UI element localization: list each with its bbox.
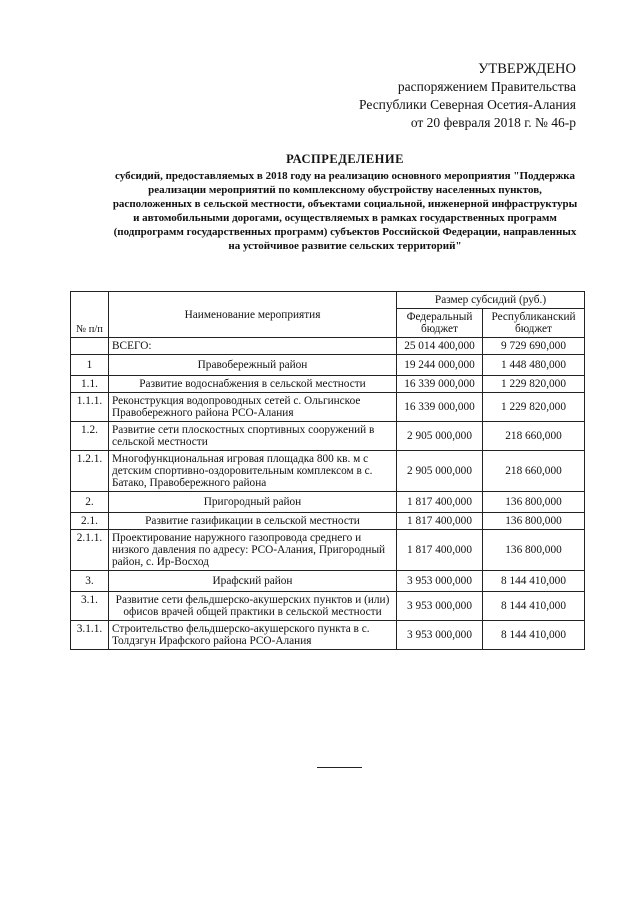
- row-federal: 2 905 000,000: [397, 422, 483, 451]
- row-name: Реконструкция водопроводных сетей с. Ольгинское Правобережного района РСО-Алания: [109, 393, 397, 422]
- table-header-row: [71, 292, 585, 309]
- header-federal: Федеральный бюджет: [397, 309, 483, 338]
- row-federal: 3 953 000,000: [397, 621, 483, 650]
- row-republic: 136 800,000: [483, 492, 585, 513]
- row-num: 1.1.: [71, 376, 109, 393]
- approval-date-line: от 20 февраля 2018 г. № 46-р: [410, 115, 576, 130]
- row-num: 1.1.1.: [71, 393, 109, 422]
- row-federal: 3 953 000,000: [397, 592, 483, 621]
- row-federal: 1 817 400,000: [397, 513, 483, 530]
- row-republic: 8 144 410,000: [483, 571, 585, 592]
- document-title-block: [110, 152, 580, 253]
- row-name: Развитие газификации в сельской местности: [109, 513, 397, 530]
- header-size: Размер субсидий (руб.): [397, 292, 585, 309]
- row-republic: 1 229 820,000: [483, 393, 585, 422]
- header-name: Наименование мероприятия: [109, 292, 397, 338]
- table-row: [71, 422, 585, 451]
- row-name: Правобережный район: [109, 355, 397, 376]
- table-row: [71, 571, 585, 592]
- table-row: [71, 393, 585, 422]
- row-republic: 136 800,000: [483, 530, 585, 571]
- signature-line: [317, 767, 362, 768]
- total-republic: 9 729 690,000: [483, 338, 585, 355]
- row-num: 1.2.1.: [71, 451, 109, 492]
- row-name: Строительство фельдшерско-акушерского пункта в с. Толдзгун Ирафского района РСО-Алания: [109, 621, 397, 650]
- row-federal: 1 817 400,000: [397, 530, 483, 571]
- row-name: Развитие сети фельдшерско-акушерских пунктов и (или) офисов врачей общей практики в сельской местности: [109, 592, 397, 621]
- row-federal: 19 244 000,000: [397, 355, 483, 376]
- approval-line-2: Республики Северная Осетия-Алания: [359, 97, 576, 112]
- table-row: [71, 513, 585, 530]
- row-num: 3.: [71, 571, 109, 592]
- table-total-row: [71, 338, 585, 355]
- approval-line-1: распоряжением Правительства: [397, 79, 576, 94]
- row-republic: 8 144 410,000: [483, 621, 585, 650]
- approval-heading: УТВЕРЖДЕНО: [478, 61, 576, 77]
- row-federal: 2 905 000,000: [397, 451, 483, 492]
- row-republic: 8 144 410,000: [483, 592, 585, 621]
- row-name: Ирафский район: [109, 571, 397, 592]
- document-heading: РАСПРЕДЕЛЕНИЕ: [286, 152, 404, 166]
- table-row: [71, 355, 585, 376]
- total-label: ВСЕГО:: [109, 338, 397, 355]
- row-republic: 1 448 480,000: [483, 355, 585, 376]
- row-name: Развитие водоснабжения в сельской местности: [109, 376, 397, 393]
- row-num: 3.1.: [71, 592, 109, 621]
- row-republic: 218 660,000: [483, 422, 585, 451]
- approval-block: [359, 60, 576, 132]
- row-num: 1: [71, 355, 109, 376]
- row-republic: 136 800,000: [483, 513, 585, 530]
- row-num: 2.: [71, 492, 109, 513]
- row-num: 3.1.1.: [71, 621, 109, 650]
- table-row: [71, 376, 585, 393]
- total-num-cell: [71, 338, 109, 355]
- header-num: № п/п: [71, 292, 109, 338]
- header-republic: Республиканский бюджет: [483, 309, 585, 338]
- row-name: Проектирование наружного газопровода среднего и низкого давления по адресу: РСО-Алания, Пригородный район, с. Ир-Восход: [109, 530, 397, 571]
- table-row: [71, 451, 585, 492]
- table-row: [71, 621, 585, 650]
- row-name: Пригородный район: [109, 492, 397, 513]
- table-row: [71, 592, 585, 621]
- table-row: [71, 492, 585, 513]
- row-republic: 1 229 820,000: [483, 376, 585, 393]
- row-name: Многофункциональная игровая площадка 800 кв. м с детским спортивно-оздоровительным комплексом в с. Батако, Правобережного района: [109, 451, 397, 492]
- total-federal: 25 014 400,000: [397, 338, 483, 355]
- subsidy-table: [70, 291, 585, 650]
- row-federal: 1 817 400,000: [397, 492, 483, 513]
- document-subtitle: субсидий, предоставляемых в 2018 году на реализацию основного мероприятия "Поддержка реализации мероприятий по комплексному обустройству населенных пунктов, расположенных в сельской местности, объектами социальной, инженерной инфраструктуры и автомобильными дорогами, осуществляемых в рамках государственных программ (подпрограмм государственных программ) субъектов Российской Федерации, направленных на устойчивое развитие сельских территорий": [112, 170, 578, 252]
- row-num: 2.1.: [71, 513, 109, 530]
- row-num: 1.2.: [71, 422, 109, 451]
- row-federal: 3 953 000,000: [397, 571, 483, 592]
- row-num: 2.1.1.: [71, 530, 109, 571]
- row-federal: 16 339 000,000: [397, 376, 483, 393]
- row-federal: 16 339 000,000: [397, 393, 483, 422]
- row-name: Развитие сети плоскостных спортивных сооружений в сельской местности: [109, 422, 397, 451]
- row-republic: 218 660,000: [483, 451, 585, 492]
- table-row: [71, 530, 585, 571]
